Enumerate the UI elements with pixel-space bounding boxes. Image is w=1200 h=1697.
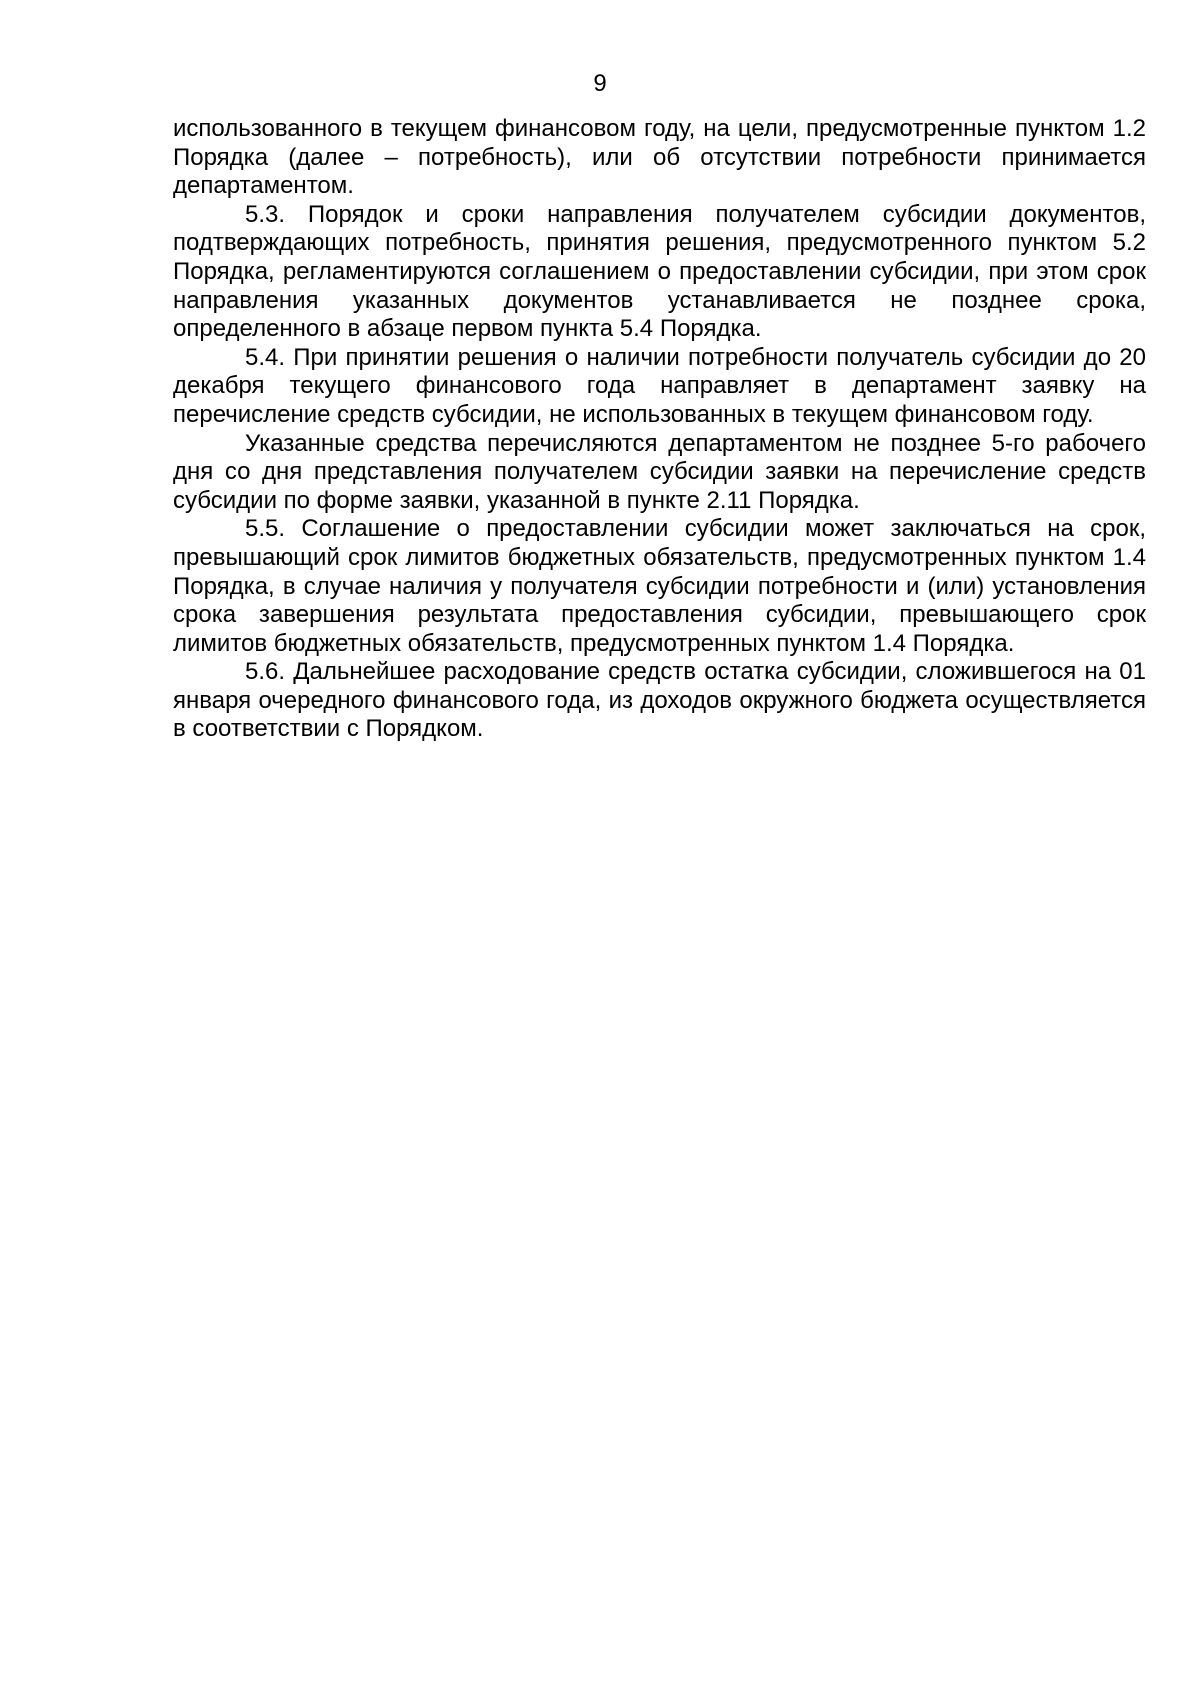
page-number: 9 [593,70,607,97]
paragraph-5-6: 5.6. Дальнейшее расходование средств остатка субсидии, сложившегося на 01 января очередного финансового года, из доходов окружного бюджета осуществляется в соответствии с Порядком. [173,658,1146,743]
paragraph-5-3: 5.3. Порядок и сроки направления получателем субсидии документов, подтверждающих потребность, принятия решения, предусмотренного пунктом 5.2 Порядка, регламентируются соглашением о предоставлении субсидии, при этом срок направления указанных документов устанавливается не позднее срока, определенного в абзаце первом пункта 5.4 Порядка. [173,200,1146,343]
paragraph-5-4: 5.4. При принятии решения о наличии потребности получатель субсидии до 20 декабря текущего финансового года направляет в департамент заявку на перечисление средств субсидии, не использованных в текущем финансовом году. [173,343,1146,428]
document-body [173,115,1146,744]
paragraph-5-4-second: Указанные средства перечисляются департаментом не позднее 5-го рабочего дня со дня представления получателем субсидии заявки на перечисление средств субсидии по форме заявки, указанной в пункте 2.11 Порядка. [173,429,1146,514]
paragraph-continuation: использованного в текущем финансовом году, на цели, предусмотренные пунктом 1.2 Порядка (далее – потребность), или об отсутствии потребности принимается департаментом. [173,115,1146,200]
paragraph-5-5: 5.5. Соглашение о предоставлении субсидии может заключаться на срок, превышающий срок лимитов бюджетных обязательств, предусмотренных пунктом 1.4 Порядка, в случае наличия у получателя субсидии потребности и (или) установления срока завершения результата предоставления субсидии, превышающего срок лимитов бюджетных обязательств, предусмотренных пунктом 1.4 Порядка. [173,515,1146,657]
